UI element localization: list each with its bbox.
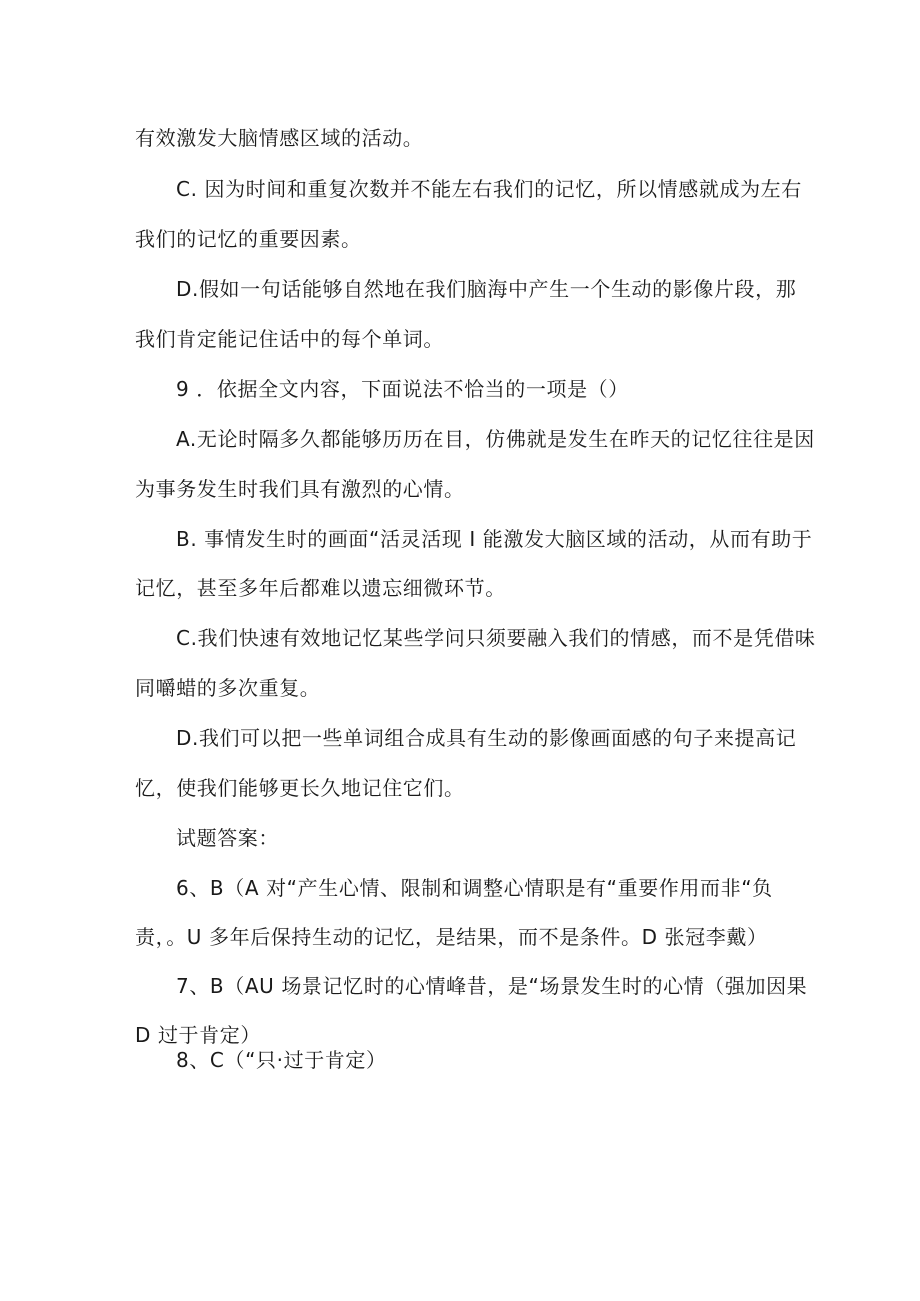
answer-6-line-2: 责，。U 多年后保持生动的记忆，是结果，而不是条件。D 张冠李戴） — [135, 925, 768, 949]
paragraph-line: 有效激发大脑情感区域的活动。 — [135, 126, 424, 150]
q9-option-a-line-2: 为事务发生时我们具有激烈的心情。 — [135, 477, 465, 501]
q9-option-c-line-2: 同嚼蜡的多次重复。 — [135, 676, 321, 700]
answer-7-line-1: 7、B（AU 场景记忆时的心情峰昔，是“场景发生时的心情（强加因果 — [176, 974, 808, 998]
option-d-line-1: D.假如一句话能够自然地在我们脑海中产生一个生动的影像片段，那 — [176, 277, 797, 301]
q9-option-d-line-2: 忆，使我们能够更长久地记住它们。 — [135, 776, 465, 800]
q9-option-c-line-1: C.我们快速有效地记忆某些学问只须要融入我们的情感，而不是凭借味 — [176, 626, 816, 650]
q9-option-b-line-1: B. 事情发生时的画面“活灵活现 I 能激发大脑区域的活动，从而有助于 — [176, 527, 813, 551]
option-c-line-2: 我们的记忆的重要因素。 — [135, 227, 362, 251]
answer-8-line: 8、C（“只·过于肯定） — [176, 1048, 387, 1072]
answers-heading: 试题答案： — [176, 826, 279, 850]
q9-option-b-line-2: 记忆，甚至多年后都难以遗忘细微环节。 — [135, 576, 506, 600]
option-c-line-1: C. 因为时间和重复次数并不能左右我们的记忆，所以情感就成为左右 — [176, 177, 802, 201]
q9-option-d-line-1: D.我们可以把一些单词组合成具有生动的影像画面感的句子来提高记 — [176, 726, 797, 750]
answer-6-line-1: 6、B（A 对“产生心情、限制和调整心情职是有“重要作用而非“负 — [176, 876, 773, 900]
answer-7-line-2: D 过于肯定） — [135, 1023, 261, 1047]
q9-option-a-line-1: A.无论时隔多久都能够历历在目，仿佛就是发生在昨天的记忆往往是因 — [176, 427, 815, 451]
question-9: 9 ．依据全文内容，下面说法不恰当的一项是（） — [176, 377, 629, 401]
option-d-line-2: 我们肯定能记住话中的每个单词。 — [135, 327, 444, 351]
